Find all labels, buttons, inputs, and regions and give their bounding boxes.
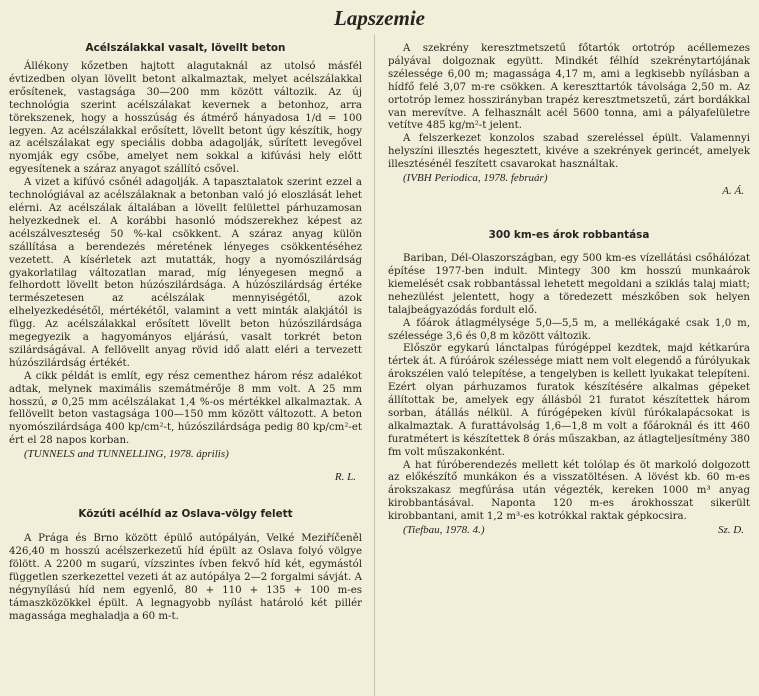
article-signature: R. L. (334, 471, 356, 484)
article-paragraph: A felszerkezet konzolos szabad szereléssel épült. Valamennyi helyszíni illesztés hegesztett, kivéve a szekrények gerincét, amelyek illesztésénél feszített csavarokat használtak. (388, 133, 750, 171)
column-divider (374, 34, 375, 696)
left-column (9, 34, 362, 696)
article-paragraph: Bariban, Dél-Olaszországban, egy 500 km-es vízellátási csőhálózat építése 1977-ben indult. Mintegy 300 km hosszú munkaárok kiemelését csak robbantással lehetett megoldani a sziklás talaj miatt; nehezülést jelentett, hogy a töredezett mészkőben sok helyen talajbeágyazódás fordult elő. (388, 253, 750, 316)
article-paragraph: A Prága és Brno között épülő autópályán, Velké Meziříčeněl 426,40 m hosszú acélszerkezetű híd épült az Oslava folyó völgye fölött. A 2200 m sugarú, vízszintes ívben fekvő híd két, egymástól független szerkezettel vezeti át az autópálya 2—2 forgalmi sávját. A négynyílású híd nem egyenlő, 80 + 110 + 135 + 100 m-es támaszközökkel épült. A legnagyobb nyílást határoló két pillér magassága meghaladja a 60 m-t. (9, 533, 362, 622)
article-source: (IVBH Periodica, 1978. február) (403, 172, 548, 185)
article-signature: A. Á. (722, 185, 744, 198)
article-headline: Acélszálakkal vasalt, lövellt beton (85, 42, 286, 54)
article-paragraph: A vizet a kifúvó csőnél adagolják. A tapasztalatok szerint ezzel a technológiával az acélszálaknak a betonban való jó eloszlását lehet elérni. Az acélszálak általában a lövellt felülettel párhuzamosan helyezkednek el. A korábbi hasonló módszerekhez képest az acélszálveszteség 50 %-kal csökkent. A száraz anyag külön szállítása a berendezés méretének lényeges csökkentéséhez vezetett. A kísérletek azt mutatták, hogy a nyomószilárdság gyakorlatilag változatlan marad, míg lényegesen megnő a felhordott lövellt beton húzószilárdsága. A húzószilárdság értéke természetesen az acélszálak mennyiségétől, azok elhelyezkedésétől, mértékétől, valamint a vett minták alakjától is függ. Az acélszálakkal erősített lövellt beton húzószilárdsága megegyezik a hagyományos eljárású, vasalt torkrét beton szilárdságával. A fellövellt anyag rövid idő alatt eléri a tervezett húzószilárdság értékét. (9, 177, 362, 369)
article-paragraph: A főárok átlagmélysége 5,0—5,5 m, a mellékágaké csak 1,0 m, szélessége 3,6 és 0,8 m között változik. (388, 317, 750, 342)
article-paragraph: A cikk példát is említ, egy rész cementhez három rész adalékot adtak, melynek maximális szemátmérője 8 mm volt. A 25 mm hosszú, ⌀ 0,25 mm acélszálakat 1,4 %-os mértékkel alkalmaztak. A fellövellt beton vastagsága 100—150 mm között változott. A beton nyomószilárdsága 400 kp/cm²-t, húzószilárdsága pedig 80 kp/cm²-et ért el 28 napos korban. (9, 370, 362, 447)
section-title: Lapszemie (334, 6, 425, 30)
article-paragraph: Először egykarú lánctalpas fúrógéppel kezdtek, majd kétkarúra tértek át. A fúróárok szélessége miatt nem volt elegendő a fúrólyukak árokszélen való telepítése, a tengelyben is kellett lyukakat telepíteni. Ezért olyan párhuzamos furatok készítésére alkalmas gépeket állítottak be, amelyek egy állásból 21 furatot készítettek három sorban, átállás nélkül. A fúrógépeken kívül fúrókalapácsokat is alkalmaztak. A furattávolság 1,6—1,8 m volt a főároknál és itt 460 furatmétert is készítettek 8 órás műszakban, az átlagteljesítmény 380 fm volt műszakonként. (388, 343, 750, 458)
right-column (388, 34, 750, 696)
article-source: (Tiefbau, 1978. 4.) (403, 524, 485, 537)
article-signature: Sz. D. (718, 524, 744, 537)
article-headline: Közúti acélhíd az Oslava-völgy felett (78, 508, 293, 521)
article-continuation (388, 43, 750, 198)
article-headline: 300 km-es árok robbantása (488, 229, 650, 242)
article-paragraph: A hat fúróberendezés mellett két tolólap és öt markoló dolgozott az előkészítő munkákon és a visszatöltésen. A lövést kb. 60 m-es árokszakasz megfúrása után végezték, kereken 1000 m³ anyag kirobbantásával. Naponta 120 m-es árokhosszat sikerült kirobbantani, amit 1,2 m³-es kotrókkal raktak gépkocsira. (388, 459, 750, 523)
article-source: (TUNNELS and TUNNELLING, 1978. április) (24, 448, 229, 461)
article-paragraph: A szekrény keresztmetszetű főtartók ortotróp acéllemezes pályával dolgoznak együtt. Mindkét félhíd szekrénytartójának szélessége 6,00 m; magassága 4,17 m, ami a legkisebb nyílásban a hídfő felé 3,07 m-re csökken. A kereszttartók távolsága 2,50 m. Az ortotróp lemez hosszirányban trapéz keresztmetszetű, zárt bordákkal van merevítve. A felhasznált acél 5600 tonna, ami a pályafelületre vetítve 485 kg/m²-t jelent. (388, 43, 750, 132)
article-paragraph: Állékony kőzetben hajtott alagutaknál az utolsó másfél évtizedben olyan lövellt betont alkalmaztak, melyet acélszálakkal erősítenek, vastagsága 30—200 mm között változik. Az új technológia szerint acélszálakat kevernek a betonhoz, arra törekszenek, hogy a hosszúság és átmérő hányadosa 1/d = 100 legyen. Az acélszálakkal erősített, lövellt betont úgy készítik, hogy az acélszálakat egy speciális dobba adagolják, sűrített levegővel nyomják egy csőbe, amelyet nem sokkal a kifúvási hely előtt egyesítenek a száraz anyagot szállító csővel. (9, 61, 362, 176)
